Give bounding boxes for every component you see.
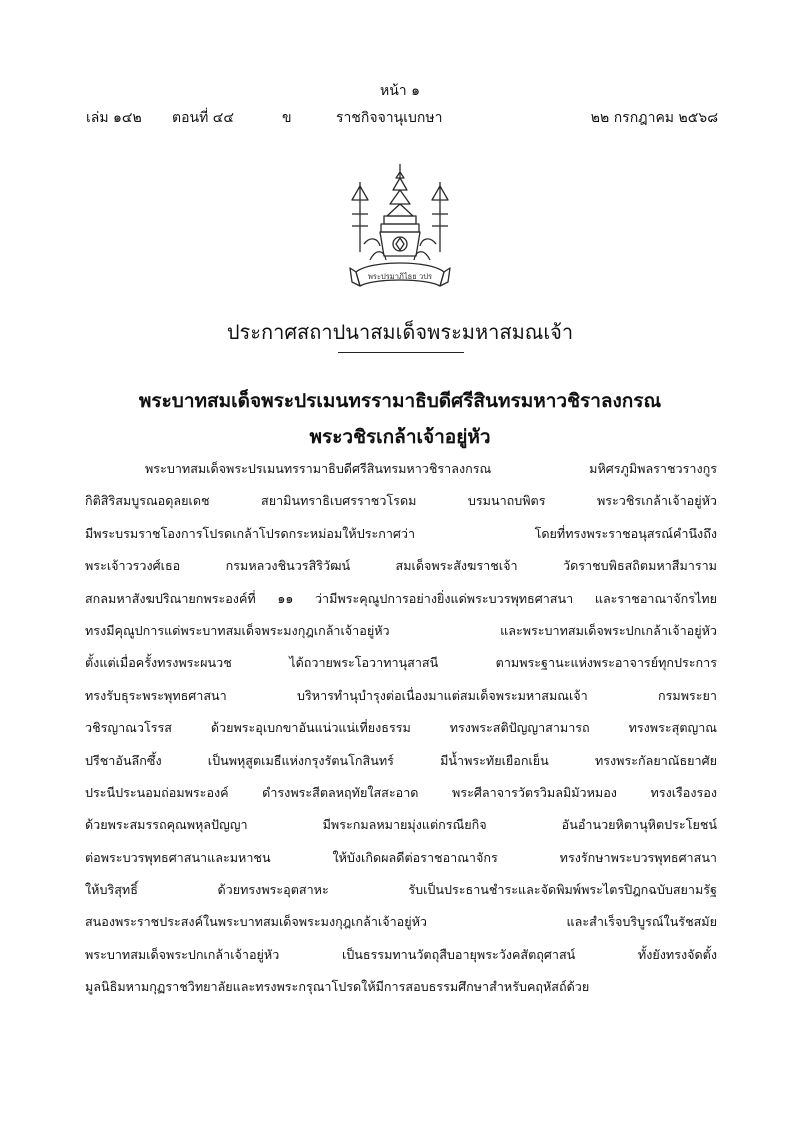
body-line: มีพระบรมราชโองการโปรดเกล้าโปรดกระหม่อมให้ประกาศว่า โดยที่ทรงพระราชอนุสรณ์คำนึงถึง — [85, 525, 717, 541]
document-title: ประกาศสถาปนาสมเด็จพระมหาสมณเจ้า — [226, 320, 574, 344]
section-letter: ข — [282, 110, 292, 126]
gazette-header — [86, 107, 718, 129]
publication-date: ๒๒ กรกฎาคม ๒๕๖๘ — [590, 110, 718, 126]
body-line: วชิรญาณวโรรส ด้วยพระอุเบกขาอันแน่วแน่เที่ยงธรรม ทรงพระสติปัญญาสามารถ ทรงพระสุตญาณ — [85, 720, 717, 736]
body-line: ตั้งแต่เมื่อครั้งทรงพระผนวช ได้ถวายพระโอวาทานุสาสนี ตามพระฐานะแห่งพระอาจารย์ทุกประการ — [85, 655, 717, 671]
body-line: ทรงรับธุระพระพุทธศาสนา บริหารทำนุบำรุงต่อเนื่องมาแต่สมเด็จพระมหาสมณเจ้า กรมพระยา — [85, 687, 717, 703]
body-line: สนองพระราชประสงค์ในพระบาทสมเด็จพระมงกุฎเกล้าเจ้าอยู่หัว และสำเร็จบริบูรณ์ในรัชสมัย — [85, 914, 717, 930]
body-line: พระบาทสมเด็จพระปรเมนทรรามาธิบดีศรีสินทรมหาวชิราลงกรณ มหิศรภูมิพลราชวรางกูร — [145, 461, 717, 476]
body-line: สกลมหาสังฆปริณายกพระองค์ที่ ๑๑ ว่ามีพระคุณูปการอย่างยิ่งแด่พระบวรพุทธศาสนา และราชอาณาจักรไทย — [85, 590, 717, 606]
body-line: พระเจ้าวรวงศ์เธอ กรมหลวงชินวรสิริวัฒน์ สมเด็จพระสังฆราชเจ้า วัดราชบพิธสถิตมหาสีมาราม — [85, 558, 717, 574]
proclamation-body — [85, 453, 717, 1004]
body-line: ต่อพระบวรพุทธศาสนาและมหาชน ให้บังเกิดผลดีต่อราชอาณาจักร ทรงรักษาพระบวรพุทธศาสนา — [85, 849, 717, 865]
body-line: ทรงมีคุณูปการแด่พระบาทสมเด็จพระมงกุฎเกล้าเจ้าอยู่หัว และพระบาทสมเด็จพระปกเกล้าเจ้าอยู่หัว — [85, 622, 717, 638]
emblem-ribbon-text: พระปรมาภิไธย วปร — [367, 272, 433, 281]
royal-emblem-icon — [330, 160, 470, 300]
king-title-line-1: พระบาทสมเด็จพระปรเมนทรรามาธิบดีศรีสินทรมหาวชิราลงกรณ — [138, 390, 662, 412]
volume-number: เล่ม ๑๔๒ — [86, 110, 142, 126]
king-title-line-2: พระวชิรเกล้าเจ้าอยู่หัว — [309, 426, 491, 448]
title-divider — [338, 352, 464, 353]
body-line: ประนีประนอมถ่อมพระองค์ ดำรงพระสีตลหฤทัยใสสะอาด พระศีลาจารวัตรวิมลมิมัวหมอง ทรงเรืองรอง — [85, 784, 717, 800]
body-line: กิติสิริสมบูรณอดุลยเดช สยามินทราธิเบศรราชวโรดม บรมนาถบพิตร พระวชิรเกล้าเจ้าอยู่หัว — [85, 493, 717, 509]
page-number: หน้า ๑ — [380, 83, 420, 99]
king-title — [0, 383, 800, 455]
body-line: ให้บริสุทธิ์ ด้วยทรงพระอุตสาหะ รับเป็นประธานชำระและจัดพิมพ์พระไตรปิฎกฉบับสยามรัฐ — [85, 882, 717, 898]
body-line: ด้วยพระสมรรถคุณพหุลปัญญา มีพระกมลหมายมุ่งแต่กรณียกิจ อันอำนวยหิตานุหิตประโยชน์ — [85, 817, 717, 833]
body-line: พระบาทสมเด็จพระปกเกล้าเจ้าอยู่หัว เป็นธรรมทานวัตถุสืบอายุพระวังคสัตถุศาสน์ ทั้งยังทรงจัดตั้ง — [85, 946, 717, 962]
body-line: มูลนิธิมหามกุฏราชวิทยาลัยและทรงพระกรุณาโปรดให้มีการสอบธรรมศึกษาสำหรับคฤหัสถ์ด้วย — [85, 979, 590, 995]
publication-name: ราชกิจจานุเบกษา — [336, 110, 443, 126]
body-line: ปรีชาอันลึกซึ้ง เป็นพหุสูตเมธีแห่งกรุงรัตนโกสินทร์ มีน้ำพระทัยเยือกเย็น ทรงพระกัลยาณัธยาศัย — [85, 752, 717, 768]
issue-number: ตอนที่ ๔๔ — [172, 110, 234, 126]
